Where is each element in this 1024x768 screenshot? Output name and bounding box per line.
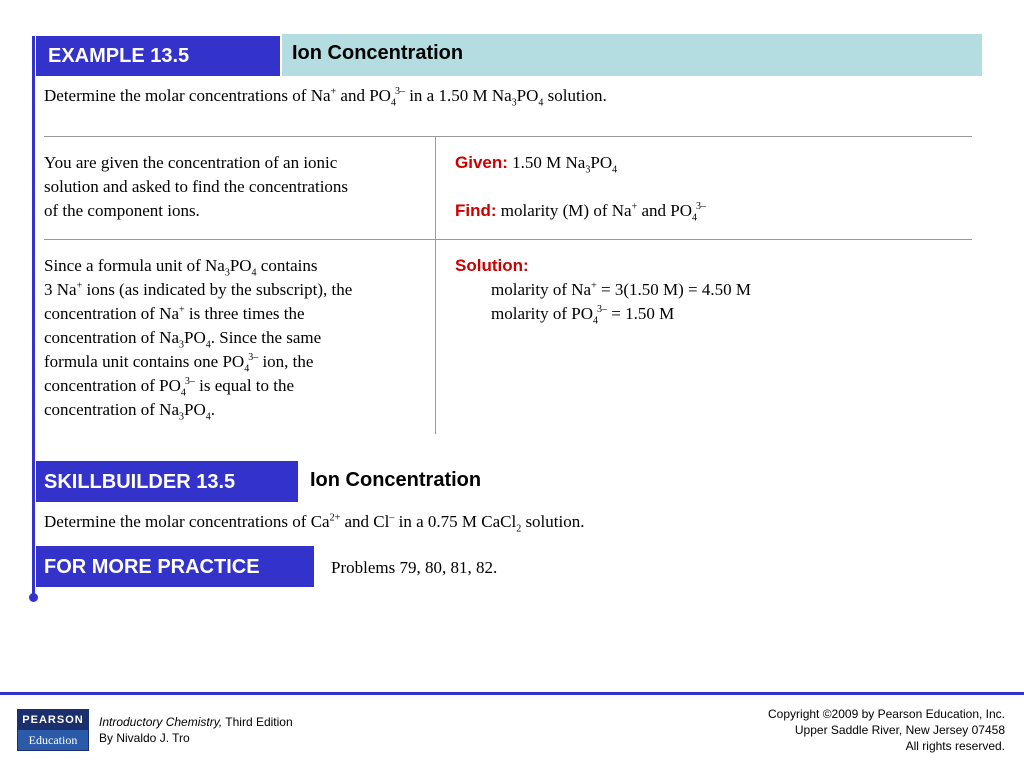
skillbuilder-title: Ion Concentration	[310, 469, 482, 491]
table-top-divider	[44, 136, 972, 137]
left-accent-bar	[32, 36, 35, 598]
expl-sup: 3–	[248, 352, 259, 364]
expl-text: concentration of PO	[44, 376, 181, 395]
find-sub: 4	[692, 212, 697, 224]
table-column-divider	[435, 137, 436, 434]
expl-text: formula unit contains one PO	[44, 352, 245, 371]
solution-text: molarity of Na	[491, 280, 592, 299]
book-author: By Nivaldo J. Tro	[99, 731, 190, 745]
problem-sub: 4	[538, 97, 544, 109]
find-sup: 3–	[696, 201, 706, 213]
expl-sub: 4	[244, 363, 250, 375]
find-text: and PO	[637, 201, 692, 220]
expl-text: PO	[184, 328, 206, 347]
expl-text: is three times the	[184, 304, 305, 323]
example-label-box	[36, 36, 280, 76]
skillbuilder-label: SKILLBUILDER 13.5	[44, 471, 236, 493]
explanation-line	[44, 278, 429, 302]
explanation-line	[44, 254, 429, 278]
solution-sup: +	[591, 280, 597, 292]
problem-sub: 3	[511, 97, 517, 109]
example-title: Ion Concentration	[292, 42, 464, 64]
strategy-line: of the component ions.	[44, 201, 200, 220]
solution-text: = 1.50 M	[607, 304, 675, 323]
expl-text: concentration of Na	[44, 400, 179, 419]
expl-sup: +	[76, 280, 83, 292]
expl-sub: 4	[205, 339, 211, 351]
problem-text: Determine the molar concentrations of Na	[44, 86, 331, 105]
explanation-line	[44, 302, 429, 326]
find-sup: +	[631, 201, 638, 213]
explanation-line	[44, 398, 429, 422]
example-title-bar	[282, 34, 982, 76]
left-accent-dot	[29, 593, 38, 602]
problem-sup: 3–	[394, 86, 405, 98]
problem-sub: 4	[390, 97, 396, 109]
solution-line	[455, 278, 955, 302]
problem-text: PO	[516, 86, 539, 105]
given-sub: 4	[612, 164, 618, 176]
given-line	[455, 151, 955, 175]
book-title-line	[99, 714, 293, 730]
expl-sub: 3	[179, 411, 184, 423]
copyright-block	[768, 706, 1005, 754]
skill-sup: –	[389, 512, 395, 524]
skill-text: Determine the molar concentrations of Ca	[44, 512, 330, 531]
strategy-line: solution and asked to find the concentrations	[44, 177, 349, 196]
expl-text: PO	[229, 256, 252, 275]
practice-label: FOR MORE PRACTICE	[44, 556, 260, 578]
expl-sub: 4	[205, 411, 211, 423]
example-problem	[44, 84, 944, 108]
given-text: 1.50 M Na	[507, 153, 586, 172]
explanation-line	[44, 374, 429, 398]
skill-text: and Cl	[340, 512, 390, 531]
solution-block	[455, 254, 955, 326]
problem-text: in a 1.50 M Na	[404, 86, 512, 105]
solution-text: molarity of PO	[491, 304, 593, 323]
expl-text: is equal to the	[194, 376, 295, 395]
expl-sub: 4	[180, 387, 186, 399]
expl-text: 3 Na	[44, 280, 77, 299]
given-label: Given:	[455, 153, 508, 172]
problem-text: and PO	[336, 86, 391, 105]
problem-sup: +	[330, 86, 337, 98]
skill-sub: 2	[516, 523, 522, 535]
footer-divider	[0, 692, 1024, 695]
practice-label-box	[36, 546, 314, 587]
logo-top-text: PEARSON	[18, 710, 88, 730]
practice-text: Problems 79, 80, 81, 82.	[331, 558, 498, 577]
given-sub: 3	[585, 164, 591, 176]
expl-sup: +	[179, 304, 185, 316]
expl-sup: 3–	[184, 376, 195, 388]
given-text: PO	[590, 153, 613, 172]
explanation-line	[44, 326, 429, 350]
solution-text: = 3(1.50 M) = 4.50 M	[596, 280, 751, 299]
skillbuilder-label-box	[36, 461, 298, 502]
pearson-logo	[17, 709, 89, 751]
table-middle-divider	[44, 239, 972, 240]
expl-sub: 4	[251, 267, 257, 279]
expl-text: PO	[184, 400, 206, 419]
expl-text: . Since the same	[210, 328, 322, 347]
skill-text: in a 0.75 M CaCl	[394, 512, 517, 531]
skillbuilder-problem	[44, 510, 944, 534]
find-text: molarity (M) of Na	[496, 201, 632, 220]
solution-sup: 3–	[597, 304, 607, 316]
expl-text: .	[210, 400, 215, 419]
expl-text: contains	[256, 256, 318, 275]
skill-text: solution.	[521, 512, 585, 531]
book-title: Introductory Chemistry,	[99, 715, 223, 729]
expl-sub: 3	[179, 339, 184, 351]
logo-bottom-text: Education	[18, 730, 88, 750]
copyright-line: Copyright ©2009 by Pearson Education, Inc.	[768, 707, 1005, 721]
expl-text: concentration of Na	[44, 304, 179, 323]
solution-label: Solution:	[455, 256, 529, 275]
skill-sup: 2+	[329, 512, 341, 524]
expl-sub: 3	[224, 267, 230, 279]
copyright-line: All rights reserved.	[905, 739, 1005, 753]
book-info	[99, 714, 293, 746]
copyright-line: Upper Saddle River, New Jersey 07458	[794, 723, 1005, 737]
example-label: EXAMPLE 13.5	[48, 45, 190, 67]
book-edition: Third Edition	[222, 715, 293, 729]
solution-line	[455, 302, 955, 326]
strategy-text	[44, 151, 429, 223]
solution-sub: 4	[593, 315, 598, 327]
expl-text: ion, the	[258, 352, 314, 371]
strategy-line: You are given the concentration of an ionic	[44, 153, 338, 172]
find-line	[455, 199, 955, 223]
explanation-line	[44, 350, 429, 374]
expl-text: Since a formula unit of Na	[44, 256, 225, 275]
expl-text: concentration of Na	[44, 328, 179, 347]
explanation-text	[44, 254, 429, 422]
find-label: Find:	[455, 201, 497, 220]
expl-text: ions (as indicated by the subscript), the	[82, 280, 353, 299]
problem-text: solution.	[543, 86, 607, 105]
